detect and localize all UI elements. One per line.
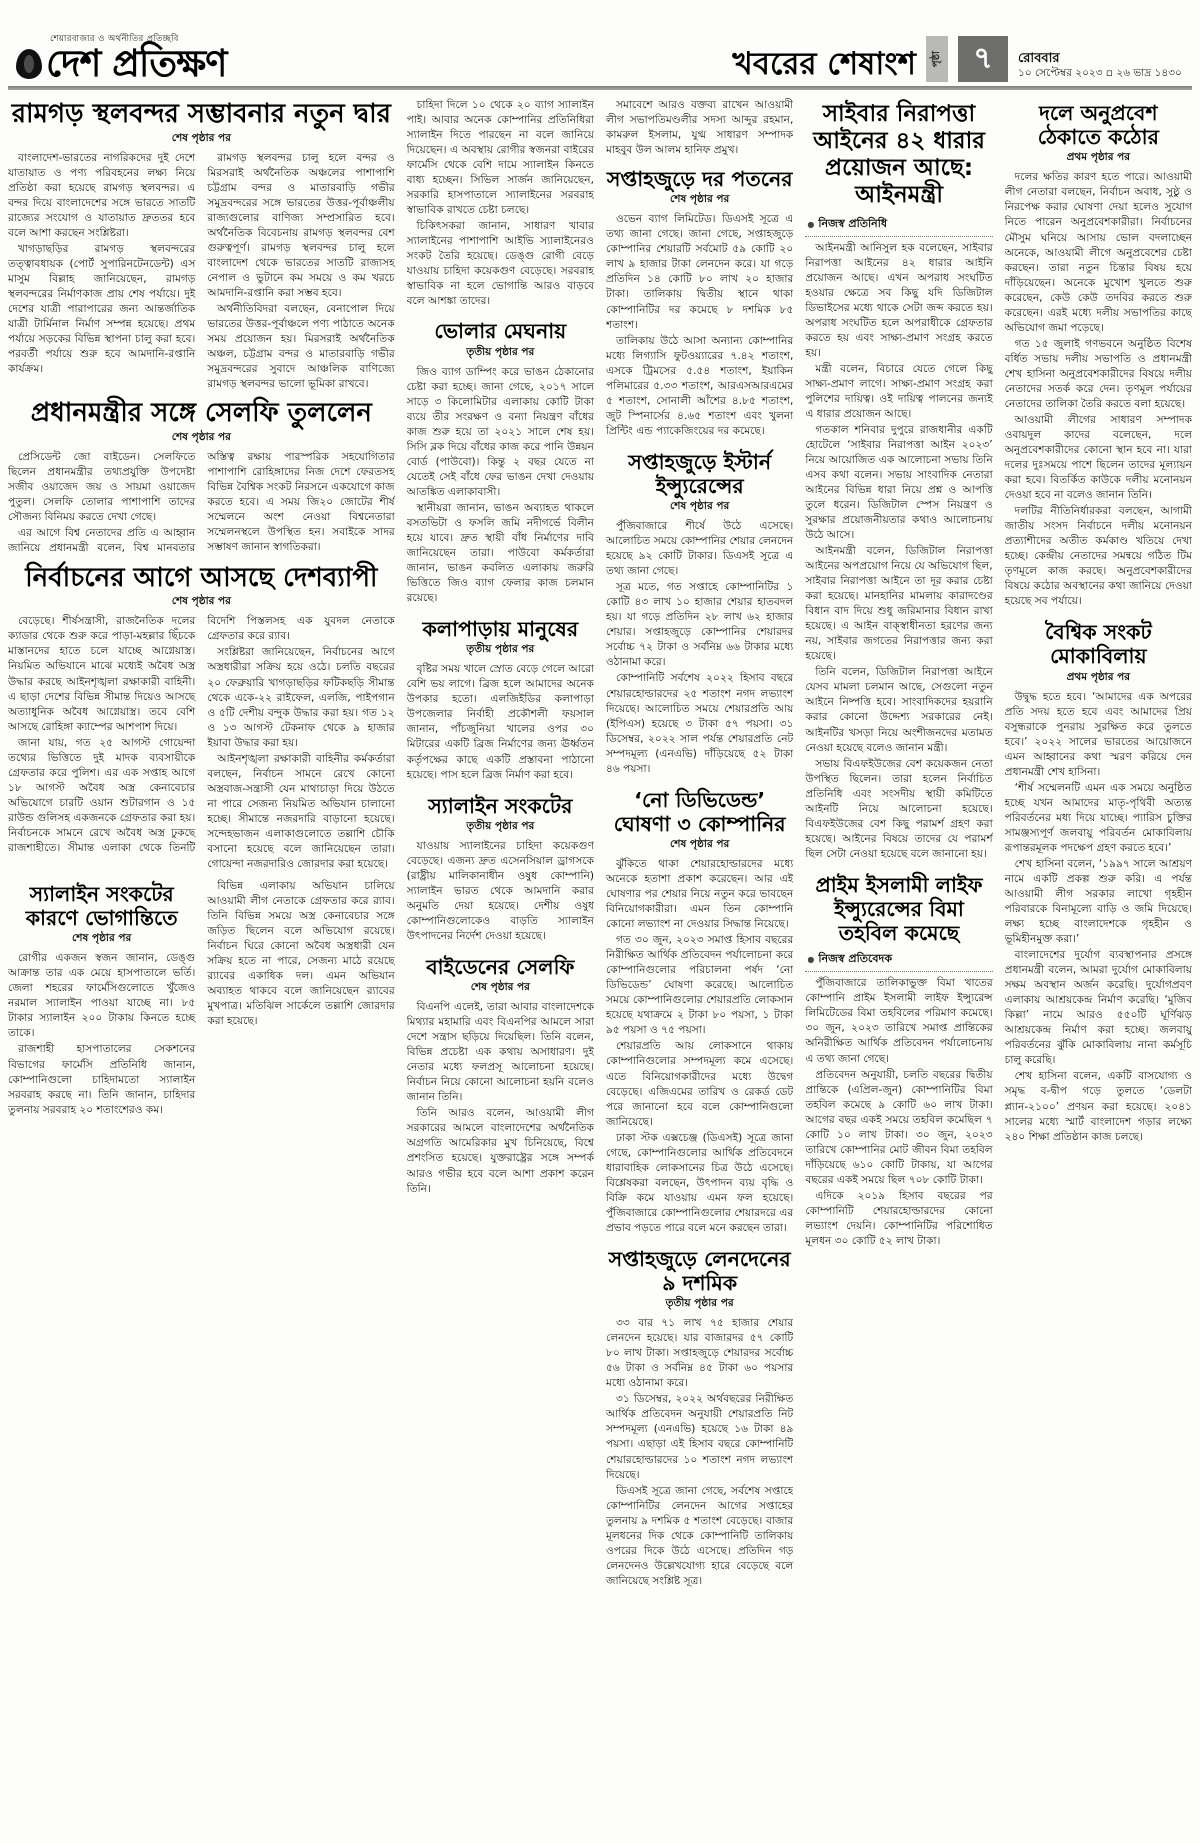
article-paragraph: প্রতিবেদন অনুযায়ী, চলতি বছরের দ্বিতীয় প্রান্তিকে (এপ্রিল-জুন) কোম্পানিটির বিমা তহবিল কমেছে ৯ কোটি ৬০ লাখ টাকা। আগের বছর একই সময়ে তহবিল কমেছিল ৭ কোটি ১০ লাখ টাকা। ৩০ জুন, ২০২৩ তারিখে কোম্পানির মোট জীবন বিমা তহবিল দাঁড়িয়েছে ৬১০ কোটি টাকায়, যা আগের বছরের একই সময়ে ছিল ৭০৮ কোটি টাকা। bbox=[805, 1068, 993, 1186]
article-weekly-price-fall bbox=[606, 164, 793, 440]
article-paragraph: সংশ্লিষ্টরা জানিয়েছেন, নির্বাচনের আগে অস্ত্রধারীরা সক্রিয় হয়ে ওঠে। চলতি বছরের ২০ ফেব্রুয়ারি খাগড়াছড়ির ফটিকছড়ি সীমান্ত থেকে একে-২২ রাইফেল, এলজি, পাইপগান ও ৫টি দেশীয় বন্দুক উদ্ধার করা হয়। গত ১২ ও ১৩ আগস্ট টেকনাফ থেকে ৯ হাজার ইয়াবা উদ্ধার করা হয়। bbox=[207, 646, 395, 749]
article-paragraph: আইনমন্ত্রী বলেন, ডিজিটাল নিরাপত্তা আইনের অপপ্রয়োগ নিয়ে যে অভিযোগ ছিল, সাইবার নিরাপত্তা আইনে তা দূর করার চেষ্টা করা হয়েছে। মানহানির মামলায় কারাদণ্ডের বিধান বাদ দিয়ে শুধু জরিমানার বিধান রাখা হয়েছে। এ আইন বাক্‌স্বাধীনতা হরণের জন্য নয়, সাইবার জগতের নিরাপত্তার জন্য করা হয়েছে। bbox=[805, 545, 993, 663]
continued-from-label: তৃতীয় পৃষ্ঠার পর bbox=[665, 1297, 734, 1310]
article-headline: প্রধানমন্ত্রীর সঙ্গে সেলফি তুললেন bbox=[30, 398, 372, 429]
continued-from-label: তৃতীয় পৃষ্ঠার পর bbox=[466, 819, 535, 832]
article-saline-crisis bbox=[407, 791, 594, 945]
article-headline: সাইবার নিরাপত্তা আইনের ৪২ ধারার প্রয়োজন আছে: আইনমন্ত্রী bbox=[813, 101, 985, 209]
byline-text: নিজস্ব প্রতিবেদক bbox=[818, 952, 893, 966]
article-paragraph: বিভিন্ন এলাকায় অভিযান চালিয়ে আওয়ামী লীগ নেতাকে গ্রেফতার করে র‍্যাব। তিনি বিভিন্ন সময়ে অস্ত্র কেনাবেচার সঙ্গে জড়িত ছিলেন বলে অভিযোগ রয়েছে। নির্বাচন ঘিরে কোনো অবৈধ অস্ত্রধারী যেন সক্রিয় হতে না পারে, সেজন্য মাঠে রয়েছে র‍্যাবের একাধিক দল। এমন অভিযান অব্যাহত থাকবে বলে জানিয়েছেন র‍্যাবের মুখপাত্র। মতিঝিল সার্কেলে তল্লাশি জোরদার করা হয়েছে। bbox=[207, 879, 395, 1028]
article-headline: ভোলার মেঘনায় bbox=[434, 319, 567, 344]
article-eastern-insurance bbox=[606, 447, 793, 778]
article-headline: রামগড় স্থলবন্দর সম্ভাবনার নতুন দ্বার bbox=[11, 99, 391, 129]
article-bhola-meghna bbox=[407, 316, 594, 607]
article-paragraph: দলটির নীতিনির্ধারকরা বলছেন, আগামী জাতীয় সংসদ নির্বাচনে দলীয় মনোনয়ন প্রত্যাশীদের অতীত কর্মকাণ্ড খতিয়ে দেখা হচ্ছে। কেন্দ্রীয় নেতাদের সমন্বয়ে গঠিত টিম তৃণমূলে কাজ করছে। অনুপ্রবেশকারীদের বিষয়ে কঠোর অবস্থানের কথা জানিয়ে দেওয়া হয়েছে সব পর্যায়ে। bbox=[1004, 505, 1192, 608]
continued-from-label: শেষ পৃষ্ঠার পর bbox=[72, 932, 132, 945]
column-4 bbox=[606, 98, 793, 1834]
continued-from-label: শেষ পৃষ্ঠার পর bbox=[171, 131, 231, 144]
article-cyber-security-law bbox=[805, 98, 992, 863]
article-prime-islami-life bbox=[805, 870, 992, 1250]
article-paragraph: কোম্পানিটি সর্বশেষ ২০২২ হিসাব বছরে শেয়ারহোল্ডারদের ২৫ শতাংশ নগদ লভ্যাংশ দিয়েছে। আলোচিত সময়ে শেয়ারপ্রতি আয় (ইপিএস) হয়েছে ৩ টাকা ৫৭ পয়সা। ৩১ ডিসেম্বর, ২০২২ সাল পর্যন্ত শেয়ারপ্রতি নেট সম্পদমূল্য (এনএভি) দাঁড়িয়েছে ৫২ টাকা ৪৬ পয়সা। bbox=[605, 672, 794, 775]
byline-divider bbox=[805, 971, 992, 972]
byline bbox=[807, 215, 992, 234]
article-paragraph: খাগড়াছড়ির রামগড় স্থলবন্দরের তত্ত্বাবধায়ক (পোর্ট সুপারিনটেনডেন্ট) এস মাসুম বিল্লাহ জানিয়েছেন, রামগড় স্থলবন্দরের নির্মাণকাজ প্রায় শেষ পর্যায়ে। দুই দেশের যাত্রী পারাপারের জন্য আন্তর্জাতিক যাত্রী টার্মিনাল নির্মাণ সম্পন্ন হয়েছে। প্রথম পর্যায়ে সড়কের বিভিন্ন স্থাপনা চালু করা হবে। পরবর্তী পর্যায়ে শুরু হবে আমদানি-রপ্তানি কার্যক্রম। bbox=[8, 243, 196, 376]
continued-from-label: শেষ পৃষ্ঠার পর bbox=[171, 431, 231, 444]
page-number: ৭ bbox=[973, 40, 993, 76]
article-paragraph: জিও ব্যাগ ডাম্পিং করে ভাঙন ঠেকানোর চেষ্টা করা হচ্ছে। জানা গেছে, ২০১৭ সালে সাড়ে ৩ কিলোমিটার এলাকায় কোটি টাকা ব্যয়ে তীর সংরক্ষণ ও বন্যা নিয়ন্ত্রণ বাঁধের কাজ শুরু হয়ে তা ২০২১ সালে শেষ হয়। সিসি ব্লক দিয়ে বাঁধের কাজ করে পানি উন্নয়ন বোর্ড (পাউবো)। কিন্তু ২ বছর যেতে না যেতেই সেই বাঁধে ফের ভাঙন দেখা দেওয়ায় আতঙ্কিত এলাকাবাসী। bbox=[406, 365, 594, 498]
column-6 bbox=[1005, 98, 1192, 1834]
left-region-bottom bbox=[8, 879, 395, 1126]
page-content bbox=[8, 98, 1192, 1834]
article-paragraph: ৩১ ডিসেম্বর, ২০২২ অর্থবছরের নিরীক্ষিত আর্থিক প্রতিবেদন অনুযায়ী শেয়ারপ্রতি নিট সম্পদমূল্য (এনএভি) হয়েছে ১৬ টাকা ৪৯ পয়সা। এছাড়া এই হিসাব বছরে কোম্পানিটি শেয়ারহোল্ডারদের ১০ শতাংশ নগদ লভ্যাংশ দিয়েছে। bbox=[605, 1393, 794, 1481]
column-5 bbox=[805, 98, 992, 1834]
article-paragraph: তিনি আরও বলেন, আওয়ামী লীগ সরকারের আমলে বাংলাদেশের অর্থনৈতিক অগ্রগতি আমেরিকার মুখ চিনিয়েছে, বিশ্বে প্রশংসিত হয়েছে। যুক্তরাষ্ট্রের সঙ্গে সম্পর্ক আরও গভীর হবে বলে আশা প্রকাশ করেন তিনি। bbox=[406, 1107, 594, 1195]
article-paragraph: বৃষ্টির সময় খালে স্রোত বেড়ে গেলে আরো বেশি ভয় লাগে। ব্রিজ হলে আমাদের অনেক উপকার হতো। এলজিইডির কলাপাড়া উপজেলার নির্বাহী প্রকৌশলী ফয়সাল জানান, পাঁচজুনিয়া খালের ওপর ৩০ মিটারের একটি ব্রিজ নির্মাণের জন্য ঊর্ধ্বতন কর্তৃপক্ষের কাছে একটি প্রস্তাবনা পাঠানো হয়েছে। পাস হলে ব্রিজ নির্মাণ করা হবে। bbox=[406, 663, 594, 781]
article-ramgarh-port bbox=[8, 100, 395, 392]
column4-continuation bbox=[606, 98, 793, 159]
article-headline: বাইডেনের সেলফি bbox=[426, 954, 575, 979]
article-no-dividend bbox=[606, 785, 793, 1237]
article-headline: কলাপাড়ায় মানুষের bbox=[422, 617, 579, 642]
article-headline: বৈশ্বিক সংকট মোকাবিলায় bbox=[1045, 620, 1152, 669]
brand-tagline: শেয়ারবাজার ও অর্থনীতির প্রতিচ্ছবি bbox=[50, 33, 179, 44]
article-pm-selfie bbox=[8, 399, 395, 556]
masthead-right bbox=[732, 36, 1188, 82]
left-region bbox=[8, 98, 395, 1834]
article-paragraph: এদিকে ২০১৯ হিসাব বছরের পর কোম্পানিটি শেয়ারহোল্ডারদের কোনো লভ্যাংশ দেয়নি। কোম্পানিটির পরিশোধিত মূলধন ৩০ কোটি ৫২ লাখ টাকা। bbox=[805, 1189, 993, 1247]
byline-text: নিজস্ব প্রতিনিধি bbox=[818, 216, 888, 230]
continued-from-label: শেষ পৃষ্ঠার পর bbox=[670, 838, 730, 851]
article-paragraph: বেড়েছে। শীর্ষসন্ত্রাসী, রাজনৈতিক দলের ক্যাডার থেকে শুরু করে পাড়া-মহল্লার ছিঁচকে মাস্তানদের হাতে চলে যাচ্ছে আগ্নেয়াস্ত্র। নিয়মিত অভিযানে মাঝে মধ্যেই অবৈধ অস্ত্র উদ্ধার করছে আইনশৃঙ্খলা রক্ষাকারী বাহিনী। এ ছাড়া দেশের বিভিন্ন সীমান্ত দিয়েও আসছে অত্যাধুনিক অবৈধ আগ্নেয়াস্ত্র। তবে বেশি আসছে রোহিঙ্গা ক্যাম্পের আশপাশ দিয়ে। bbox=[8, 615, 196, 733]
article-party-infiltration bbox=[1005, 98, 1192, 610]
article-headline: দলে অনুপ্রবেশ ঠেকাতে কঠোর bbox=[1037, 101, 1159, 150]
section-title: খবরের শেষাংশ bbox=[732, 46, 916, 82]
article-paragraph: শেয়ারপ্রতি আয় লোকসানে থাকায় কোম্পানিগুলোর সম্পদমূল্য কমে এসেছে। এতে বিনিয়োগকারীদের মধ্যে উদ্বেগ বেড়েছে। এজিএমের তারিখ ও রেকর্ড ডেট পরে জানানো হবে বলে কোম্পানিগুলো জানিয়েছে। bbox=[605, 1040, 794, 1128]
article-paragraph: চিকিৎসকরা জানান, সাধারণ খাবার স্যালাইনের পাশাপাশি আইভি স্যালাইনেরও সংকট তৈরি হয়েছে। ডেঙ্গু রোগী বেড়ে যাওয়ায় চাহিদা কয়েকগুণ বেড়েছে। সরবরাহ স্বাভাবিক না হলে ভোগান্তি আরও বাড়বে বলে আশঙ্কা তাদের। bbox=[406, 220, 594, 308]
article-paragraph: ডিএসই সূত্রে জানা গেছে, সর্বশেষ সপ্তাহে কোম্পানিটির লেনদেন আগের সপ্তাহের তুলনায় ৯ দশমিক ৫ শতাংশ বেড়েছে। বাজার মূলধনের দিক থেকে কোম্পানিটি তালিকায় ওপরের দিকে উঠে এসেছে। প্রতিদিন গড় লেনদেনও উল্লেখযোগ্য হারে বেড়েছে বলে জানিয়েছে সংশ্লিষ্ট সূত্র। bbox=[605, 1484, 794, 1587]
article-paragraph: জানা যায়, গত ২৫ আগস্ট গোয়েন্দা তথ্যের ভিত্তিতে দুই মাদক ব্যবসায়ীকে গ্রেফতার করে পুলিশ। এর এক সপ্তাহ আগে ১৮ আগস্ট অবৈধ অস্ত্র কেনাবেচার অভিযোগে চারটি ওয়ান শুটারগান ও ১৫ রাউন্ড গুলিসহ একজনকে গ্রেফতার করা হয়। নির্বাচনকে সামনে রেখে অবৈধ অস্ত্র ঢুকছে রাজশাহীতে। সীমান্ত এলাকা থেকে তিনটি বিদেশি পিস্তলসহ এক যুবদল নেতাকে গ্রেফতার করে র‍্যাব। bbox=[8, 615, 395, 854]
article-paragraph: পুঁজিবাজারে শীর্ষে উঠে এসেছে। আলোচিত সময়ে কোম্পানির শেয়ার লেনদেন হয়েছে ৯২ কোটি টাকার। ডিএসই সূত্রে এ তথ্য জানা গেছে। bbox=[605, 520, 794, 578]
article-weekly-turnover bbox=[606, 1244, 793, 1590]
article-paragraph: ঝুঁকিতে থাকা শেয়ারহোল্ডারদের মধ্যে অনেকে হতাশা প্রকাশ করেছেন। আর এই ঘোষণার পর শেয়ার নিয়ে নতুন করে ভাবছেন বিনিয়োগকারীরা। এমন তিন কোম্পানি কোনো লভ্যাংশ না দেওয়ার সিদ্ধান্ত নিয়েছে। bbox=[605, 858, 794, 931]
article-paragraph: সভায় বিএফইউজের বেশ কয়েকজন নেতা উপস্থিত ছিলেন। তারা হলেন নির্বাচিত প্রতিনিধি এবং সংসদীয় স্থায়ী কমিটিতে আইনটি নিয়ে আলোচনা হয়েছে। বিএফইউজের বেশ কিছু পরামর্শ গ্রহণ করা হয়েছে। আইনের বিষয়ে তাদের যে পরামর্শ ছিল সেটা নেওয়া হয়েছে বলে জানানো হয়। bbox=[805, 757, 993, 860]
article-paragraph: রামগড় স্থলবন্দর চালু হলে বন্দর ও মিরসরাই অর্থনৈতিক অঞ্চলের পাশাপাশি চট্টগ্রাম বন্দর ও মাতারবাড়ি গভীর সমুদ্রবন্দরের সঙ্গে ভারতের উত্তর-পূর্বাঞ্চলীয় রাজ্যগুলোর বাণিজ্য সম্প্রসারিত হবে। অর্থনৈতিক বিবেচনায় রামগড় স্থলবন্দর বেশ গুরুত্বপূর্ণ। রামগড় স্থলবন্দর চালু হলে বাংলাদেশ থেকে ভারতের সাতটি রাজ্যসহ নেপাল ও ভুটানে কম সময়ে ও কম খরচে আমদানি-রপ্তানি করা সম্ভব হবে। bbox=[207, 151, 395, 300]
article-paragraph: গত ১৫ জুলাই গণভবনে অনুষ্ঠিত বিশেষ বর্ধিত সভায় দলীয় সভাপতি ও প্রধানমন্ত্রী শেখ হাসিনা অনুপ্রবেশকারীদের বিষয়ে দলীয় নেতাদের সতর্ক করে দেন। তৃণমূল পর্যায়ের নেতাদের তালিকা তৈরি করতে বলা হয়েছে। bbox=[1004, 337, 1192, 410]
article-paragraph: রাজশাহী হাসপাতালের সেকশনের বিভাগের ফার্মেসি প্রতিনিধি জানান, কোম্পানিগুলো চাহিদামতো স্যালাইন সরবরাহ করছে না। তিনি জানান, চাহিদার তুলনায় সরবরাহ ২০ শতাংশেরও কম। bbox=[8, 1043, 196, 1116]
article-paragraph: বিএনপি এলেই, তারা আবার বাংলাদেশকে মিথ্যার মহামারি এবং বিএনপির আমলে সারা দেশে সন্ত্রাস ছড়িয়ে দিয়েছিল। তিনি বলেন, বিভিন্ন প্রচেষ্টা এক কথায় অসাধারণ। দুই নেতার মধ্যে ফলপ্রসূ আলোচনা হয়েছে। নির্বাচন নিয়ে কোনো আলোচনা হয়নি বলেও জানান তিনি। bbox=[406, 1001, 594, 1104]
article-paragraph: বাংলাদেশের দুর্যোগ ব্যবস্থাপনার প্রসঙ্গে প্রধানমন্ত্রী বলেন, আমরা দুর্যোগ মোকাবিলায় সক্ষম অবস্থান অর্জন করেছি। দুর্যোগপ্রবণ এলাকায় আশ্রয়কেন্দ্র নির্মাণ করেছি। ‘মুজিব কিল্লা’ নামে আরও ৫৫০টি ঘূর্ণিঝড় আশ্রয়কেন্দ্র নির্মাণ করা হচ্ছে। জলবায়ু পরিবর্তনের ঝুঁকি মোকাবিলায় নানা কর্মসূচি চালু করেছি। bbox=[1004, 949, 1192, 1067]
article-global-crisis bbox=[1005, 617, 1192, 1145]
masthead-divider bbox=[8, 86, 1192, 90]
article-paragraph: গতকাল শনিবার দুপুরে রাজধানীর একটি হোটেলে ‘সাইবার নিরাপত্তা আইন ২০২৩’ নিয়ে আয়োজিত এক আলোচনা সভায় তিনি এসব কথা বলেন। সভায় সাংবাদিক নেতারা আইনের বিভিন্ন ধারা নিয়ে প্রশ্ন ও আপত্তি তুলে ধরেন। ডিজিটাল স্পেস নিয়ন্ত্রণ ও সুরক্ষার প্রয়োজনীয়তার কথাও আলোচনায় উঠে আসে। bbox=[805, 423, 993, 542]
article-paragraph: এর আগে বিশ্ব নেতাদের প্রতি এ আহ্বান জানিয়ে প্রধানমন্ত্রী বলেন, বিশ্ব মানবতার অস্তিত্ব রক্ষায় পারস্পরিক সহযোগিতার পাশাপাশি রোহিঙ্গাদের নিজ দেশে ফেরতসহ বিভিন্ন বৈশ্বিক সংকট নিরসনে একযোগে কাজ করতে হবে। এ সময় জি২০ জোটের শীর্ষ সম্মেলনে অংশ নেওয়া বিশ্বনেতারা সম্মেলনস্থলে উপস্থিত হন। সবাইকে সাদর সম্ভাষণ জানান স্বাগতিকরা। bbox=[8, 451, 395, 555]
continued-from-label: প্রথম পৃষ্ঠার পর bbox=[1066, 151, 1131, 164]
article-paragraph: তিনি বলেন, ডিজিটাল নিরাপত্তা আইনে যেসব মামলা চলমান আছে, সেগুলো নতুন আইনে নিষ্পত্তি হবে। সাংবাদিকদের হয়রানি করার কোনো উদ্দেশ্য সরকারের নেই। আইনটির খসড়া নিয়ে অংশীজনদের মতামত নেওয়া হয়েছে বলেও জানান মন্ত্রী। bbox=[805, 666, 993, 754]
masthead bbox=[8, 10, 1192, 85]
continued-from-label: শেষ পৃষ্ঠার পর bbox=[670, 500, 730, 513]
article-paragraph: স্থানীয়রা জানান, ভাঙন অব্যাহত থাকলে বসতভিটা ও ফসলি জমি নদীগর্ভে বিলীন হয়ে যাবে। দ্রুত স্থায়ী বাঁধ নির্মাণের দাবি জানিয়েছেন তারা। পাউবো কর্মকর্তারা জানান, ভাঙন কবলিত এলাকায় জরুরি ভিত্তিতে জিও ব্যাগ ফেলার কাজ চলমান রয়েছে। bbox=[406, 501, 594, 605]
article-paragraph: শেখ হাসিনা বলেন, ‘১৯৯৭ সালে আশ্রয়ণ নামে একটি প্রকল্প শুরু করি। এ পর্যন্ত আওয়ামী লীগ সরকার লাখো গৃহহীন পরিবারকে বিনামূল্যে বাড়ি ও জমি দিয়েছে। লক্ষ্য হচ্ছে বাংলাদেশকে গৃহহীন ও ভূমিহীনমুক্ত করা।’ bbox=[1004, 858, 1192, 946]
article-illegal-arms bbox=[8, 564, 395, 872]
newspaper-brand bbox=[16, 35, 227, 83]
continued-from-label: শেষ পৃষ্ঠার পর bbox=[670, 193, 730, 206]
article-paragraph: দলের ক্ষতির কারণ হতে পারে। আওয়ামী লীগ নেতারা বলছেন, নির্বাচন অবাধ, সুষ্ঠু ও নিরপেক্ষ করার ঘোষণা দেয়া হলেও সুযোগ নিতে পারেন অনুপ্রবেশকারীরা। নির্বাচনের মৌসুম ঘনিয়ে আসায় ভোল বদলাচ্ছেন অনেকে, আওয়ামী লীগে অনুপ্রবেশের চেষ্টা করছেন। তারা নতুন চিন্তার বিষয় হয়ে দাঁড়িয়েছেন। অনেকে মুখোশ খুলতে শুরু করেছেন, কেউ কেউ তদবির করতে শুরু করেছেন। এরই মধ্যে দলীয় সভাপতির কাছে অভিযোগ জমা পড়েছে। bbox=[1004, 171, 1192, 334]
article-paragraph: গত ৩০ জুন, ২০২৩ সমাপ্ত হিসাব বছরের নিরীক্ষিত আর্থিক প্রতিবেদন পর্যালোচনা করে কোম্পানিগুলোর পরিচালনা পর্ষদ ‘নো ডিভিডেন্ড’ ঘোষণা করেছে। আলোচিত সময়ে কোম্পানিগুলোর শেয়ারপ্রতি লোকসান হয়েছে যথাক্রমে ২ টাকা ৮০ পয়সা, ১ টাকা ৯৫ পয়সা ও ৭৫ পয়সা। bbox=[605, 934, 794, 1037]
article-headline: স্যালাইন সংকটের bbox=[428, 793, 573, 818]
article-paragraph: মন্ত্রী বলেন, বিচারে যেতে গেলে কিছু সাক্ষ্য-প্রমাণ লাগে। সাক্ষ্য-প্রমাণ সংগ্রহ করা পুলিশের দায়িত্ব। ওই দায়িত্ব পালনের জন্যই এ ধারার প্রয়োজন আছে। bbox=[805, 362, 993, 420]
continued-from-label: প্রথম পৃষ্ঠার পর bbox=[1066, 670, 1131, 683]
article-paragraph: যাওয়ায় স্যালাইনের চাহিদা কয়েকগুণ বেড়েছে। এজন্য দ্রুত এসেনসিয়াল ড্রাগসকে (রাষ্ট্রীয় মালিকানাধীন ওষুধ কোম্পানি) স্যালাইন ভারত থেকে আমদানি করার অনুমতি দেয়া হয়েছে। দেশীয় ওষুধ কোম্পানিগুলোকেও বাড়তি স্যালাইন উৎপাদনের নির্দেশ দেওয়া হয়েছে। bbox=[406, 839, 594, 942]
column3-continuation bbox=[407, 98, 594, 310]
article-headline: সপ্তাহজুড়ে দর পতনের bbox=[606, 167, 793, 192]
date-line: ১০ সেপ্টেম্বর ২০২৩ ▫ ২৬ ভাদ্র ১৪৩০ bbox=[1018, 66, 1182, 79]
article-paragraph: শেখ হাসিনা বলেন, একটি বাসযোগ্য ও সমৃদ্ধ ব-দ্বীপ গড়ে তুলতে ‘ডেলটা প্ল্যান-২১০০’ প্রণয়ন করা হয়েছে। ২০৪১ সালের মধ্যে স্মার্ট বাংলাদেশ গড়ার লক্ষ্যে ২৪০ শিক্ষা প্রতিষ্ঠান কাজ চলছে। bbox=[1004, 1070, 1192, 1143]
article-paragraph: রোগীর একজন স্বজন জানান, ডেঙ্গু আক্রান্ত তার এক মেয়ে হাসপাতালে ভর্তি। জেলা শহরের ফার্মেসিগুলোতে খুঁজেও নরমাল স্যালাইন পাওয়া যাচ্ছে না। ৮৫ টাকার স্যালাইন ২০০ টাকায় কিনতে হচ্ছে তাকে। bbox=[8, 952, 196, 1040]
weekday: রোববার bbox=[1018, 50, 1060, 66]
article-paragraph: আইনশৃঙ্খলা রক্ষাকারী বাহিনীর কর্মকর্তারা বলছেন, নির্বাচন সামনে রেখে কোনো অস্ত্রবাজ-সন্ত্রাসী যেন মাথাচাড়া দিয়ে উঠতে না পারে সেজন্য নিয়মিত অভিযান চালানো হচ্ছে। সীমান্তে নজরদারি বাড়ানো হয়েছে। সন্দেহভাজন এলাকাগুলোতে তল্লাশি চৌকি বসানো হয়েছে বলে জানিয়েছেন তারা। গোয়েন্দা নজরদারিও জোরদার করা হয়েছে। bbox=[207, 752, 395, 870]
article-paragraph: তালিকায় উঠে আসা অন্যান্য কোম্পানির মধ্যে লিগ্যাসি ফুটওয়্যারের ৭.৪২ শতাংশ, এসকে ট্রিমসের ৫.৫৪ শতাংশ, ইয়াকিন পলিমারের ৫.৩৩ শতাংশ, আরএসআরএমের ৫ শতাংশ, সোনালী আঁশের ৪.৮৫ শতাংশ, জুট স্পিনার্সের ৪.৬৫ শতাংশ এবং খুলনা প্রিন্টিং এন্ড প্যাকেজিংয়ের দর কমেছে। bbox=[605, 334, 794, 437]
article-paragraph: উদ্বুদ্ধ হতে হবে। ‘আমাদের এক অপরের প্রতি সদয় হতে হবে এবং আমাদের প্রিয় বসুন্ধরাকে পুনরায় সুরক্ষিত করে তুলতে হবে।’ ২০২২ সালের ভারতের আয়োজনে এমন আহ্বানের কথা স্মরণ করিয়ে দেন প্রধানমন্ত্রী শেখ হাসিনা। bbox=[1004, 690, 1192, 778]
byline-bullet-icon: ● bbox=[807, 219, 815, 229]
article-paragraph: পুঁজিবাজারে তালিকাভুক্ত বিমা খাতের কোম্পানি প্রাইম ইসলামী লাইফ ইন্স্যুরেন্স লিমিটেডের বিমা তহবিলের পরিমাণ কমেছে। ৩০ জুন, ২০২৩ তারিখে সমাপ্ত প্রান্তিকের অনিরীক্ষিত আর্থিক প্রতিবেদন পর্যালোচনায় এ তথ্য জানা গেছে। bbox=[805, 977, 993, 1065]
article-biden-selfie bbox=[407, 952, 594, 1198]
newspaper-title: দেশ প্রতিক্ষণ bbox=[46, 42, 227, 85]
page-word-box bbox=[926, 36, 948, 82]
byline-divider bbox=[805, 236, 992, 237]
article-paragraph: আইনমন্ত্রী আনিসুল হক বলেছেন, সাইবার নিরাপত্তা আইনের ৪২ ধারার আইনি প্রয়োজন আছে। এখন অপরাধ সংঘটিত হওয়ার ক্ষেত্রে সব কিছু যদি ডিজিটাল ডিভাইসের মধ্যে থাকে সেটা জব্দ করতে হয়। অপরাধ সংঘটিত হলে অপরাধীকে গ্রেফতার করতে হয় এবং সাক্ষ্য-প্রমাণ সংগ্রহ করতে হয়। bbox=[805, 241, 993, 359]
continued-from-label: শেষ পৃষ্ঠার পর bbox=[171, 595, 231, 608]
article-headline: স্যালাইন সংকটের কারণে ভোগান্তিতে bbox=[25, 881, 178, 931]
continued-from-label: শেষ পৃষ্ঠার পর bbox=[470, 981, 530, 994]
article-paragraph: ওভেন ব্যাগ লিমিটেড। ডিএসই সূত্রে এ তথ্য জানা গেছে। জানা গেছে, সপ্তাহজুড়ে কোম্পানির শেয়ারটি সর্বমোট ৫৯ কোটি ২০ লাখ ৯ হাজার টাকা লেনদেন করে। যা গড়ে প্রতিদিন ১৪ কোটি ৮০ লাখ ২০ হাজার টাকা। তালিকায় দ্বিতীয় স্থানে থাকা কোম্পানিটির দর কমেছে ৮ দশমিক ৮৫ শতাংশ। bbox=[605, 213, 794, 331]
article-headline: প্রাইম ইসলামী লাইফ ইন্স্যুরেন্সের বিমা তহবিল কমেছে bbox=[815, 872, 983, 946]
byline bbox=[807, 950, 992, 969]
page-word: পৃষ্ঠা bbox=[930, 50, 942, 68]
article-headline: সপ্তাহজুড়ে ইস্টার্ন ইন্স্যুরেন্সের bbox=[628, 449, 772, 498]
article-paragraph: সূত্র মতে, গত সপ্তাহে কোম্পানিটির ১ কোটি ৪৩ লাখ ১০ হাজার শেয়ার হাতবদল হয়। যা গড়ে প্রতিদিন ২৮ লাখ ৬২ হাজার শেয়ার। সপ্তাহজুড়ে কোম্পানির শেয়ারদর সর্বোচ্চ ৭২ টাকা ও সর্বনিম্ন ৬৬ টাকার মধ্যে ওঠানামা করে। bbox=[605, 581, 794, 669]
article-headline: সপ্তাহজুড়ে লেনদেনের ৯ দশমিক bbox=[608, 1246, 791, 1296]
article-saline-suffering bbox=[8, 879, 195, 1119]
article-paragraph: সমাবেশে আরও বক্তব্য রাখেন আওয়ামী লীগ সভাপতিমণ্ডলীর সদস্য আব্দুর রহমান, কামরুল ইসলাম, যুগ্ম সাধারণ সম্পাদক মাহবুব উল আলম হানিফ প্রমুখ। bbox=[605, 99, 794, 157]
article-paragraph: অর্থনীতিবিদরা বলছেন, বেনাপোল দিয়ে ভারতের উত্তর-পূর্বাঞ্চলে পণ্য পাঠাতে অনেক সময় প্রয়োজন হয়। মিরসরাই অর্থনৈতিক অঞ্চল, চট্টগ্রাম বন্দর ও মাতারবাড়ি গভীর সমুদ্রবন্দরের সুবাদে আঞ্চলিক বাণিজ্যে রামগড় স্থলবন্দর ভালো ভূমিকা রাখবে। bbox=[207, 303, 395, 391]
article-paragraph: চাহিদা দিলে ১০ থেকে ২০ ব্যাগ স্যালাইন পাই। আবার অনেক কোম্পানির প্রতিনিধিরা স্যালাইন দিতে পারছেন না বলে জানিয়ে দিয়েছেন। এ অবস্থায় রোগীর স্বজনরা বাইরের ফার্মেসি থেকে বেশি দামে স্যালাইন কিনতে বাধ্য হচ্ছেন। সিভিল সার্জন জানিয়েছেন, সরকারি হাসপাতালে স্যালাইনের সরবরাহ স্বাভাবিক রাখতে চেষ্টা চলছে। bbox=[406, 99, 594, 217]
article-paragraph: আওয়ামী লীগের সাধারণ সম্পাদক ওবায়দুল কাদের বলেছেন, দলে অনুপ্রবেশকারীদের কোনো স্থান হবে না। যারা দলের দুঃসময়ে পাশে ছিলেন তাদের মূল্যায়ন করা হবে। বিতর্কিত কাউকে দলীয় মনোনয়ন দেওয়া হবে না বলেও জানান তিনি। bbox=[1004, 413, 1192, 502]
article-paragraph: প্রেসিডেন্ট জো বাইডেন। সেলফিতে ছিলেন প্রধানমন্ত্রীর তথ্যপ্রযুক্তি উপদেষ্টা সজীব ওয়াজেদ জয় ও সায়মা ওয়াজেদ পুতুল। সেলফি তোলার পাশাপাশি তাদের সৌজন্য বিনিময় করতে দেখা গেছে। bbox=[8, 451, 196, 524]
article-paragraph: ঢাকা স্টক এক্সচেঞ্জ (ডিএসই) সূত্রে জানা গেছে, কোম্পানিগুলোর আর্থিক প্রতিবেদনে ধারাবাহিক লোকসানের চিত্র উঠে এসেছে। বিশ্লেষকরা বলছেন, উৎপাদন ব্যয় বৃদ্ধি ও বিক্রি কমে যাওয়ায় এমন ফল হয়েছে। পুঁজিবাজারে কোম্পানিগুলোর শেয়ারদরে এর প্রভাব পড়তে পারে বলে মনে করছেন তারা। bbox=[605, 1131, 794, 1234]
column-3 bbox=[407, 98, 594, 1834]
article-paragraph: ৩৩ বার ৭১ লাখ ৭৫ হাজার শেয়ার লেনদেন হয়েছে। যার বাজারদর ৫৭ কোটি ৮০ লাখ টাকা। সপ্তাহজুড়ে শেয়ারদর সর্বোচ্চ ৫৬ টাকা ও সর্বনিম্ন ৪৫ টাকা ৬০ পয়সার মধ্যে ওঠানামা করে। bbox=[605, 1317, 794, 1390]
article-headline: ‘নো ডিভিডেন্ড’ ঘোষণা ৩ কোম্পানির bbox=[613, 787, 786, 836]
continued-from-label: তৃতীয় পৃষ্ঠার পর bbox=[466, 345, 535, 358]
article-paragraph: ‘শীর্ষ সম্মেলনটি এমন এক সময়ে অনুষ্ঠিত হচ্ছে যখন আমাদের মাতৃ-পৃথিবী অত্যন্ত পরিবর্তনের মধ্য দিয়ে যাচ্ছে। প্যারিস চুক্তির সামঞ্জস্যপূর্ণ জলবায়ু পরিবর্তন মোকাবিলায় রূপান্তরমূলক পদক্ষেপ গ্রহণ করতে হবে।’ bbox=[1004, 781, 1192, 854]
article-paragraph: বাংলাদেশ-ভারতের নাগরিকদের দুই দেশে যাতায়াত ও পণ্য পরিবহনের লক্ষ্য নিয়ে প্রতিষ্ঠা করা হয়েছে রামগড় স্থলবন্দর। এ বন্দর দিয়ে বাংলাদেশের সঙ্গে ভারতে সাতটি রাজ্যের সংযোগ ও যাতায়াত দ্রুততর হবে বলে আশা করছেন সংশ্লিষ্টরা। bbox=[8, 151, 196, 240]
newspaper-logo-icon bbox=[16, 49, 42, 79]
article-kalapara bbox=[407, 614, 594, 783]
byline-bullet-icon: ● bbox=[807, 955, 815, 965]
article-headline: নির্বাচনের আগে আসছে দেশব্যাপী bbox=[25, 562, 378, 593]
column2-tail-text bbox=[207, 879, 394, 1126]
page-number-box bbox=[958, 36, 1008, 82]
date-block bbox=[1018, 51, 1188, 82]
continued-from-label: তৃতীয় পৃষ্ঠার পর bbox=[466, 643, 535, 656]
